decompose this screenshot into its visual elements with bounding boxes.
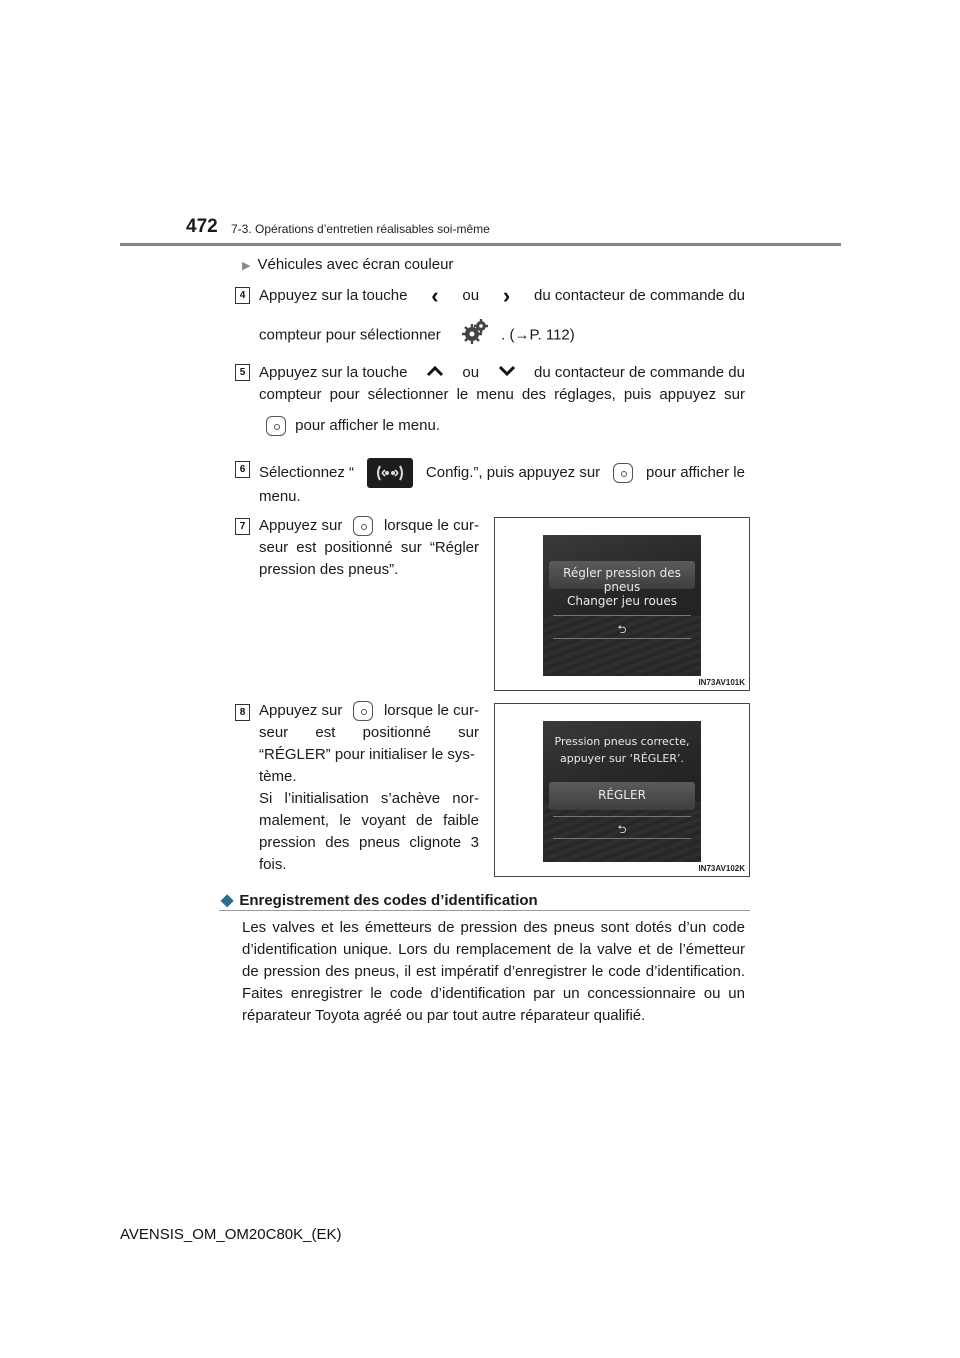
triangle-bullet-icon: ▶	[242, 260, 251, 272]
gear-settings-icon	[461, 318, 489, 353]
menu-item-set-pressure: Régler pression des pneus	[563, 566, 681, 594]
step-7-line-1	[259, 515, 479, 537]
step-6-line-2: menu.	[259, 488, 301, 505]
tire-pressure-icon	[367, 458, 413, 488]
ok-button-icon	[266, 416, 286, 436]
page-number: 472	[186, 216, 218, 237]
step-4-line-2	[259, 318, 575, 353]
step-7-line-2: seur est positionné sur “Régler	[259, 539, 479, 556]
step-4-line-1	[259, 285, 745, 307]
step-4-text: Appuyez sur la touche	[259, 287, 408, 304]
step-4-ref: . (→P. 112)	[501, 326, 575, 344]
display-screen-1	[543, 535, 701, 676]
step-8-line-1	[259, 700, 479, 722]
back-arrow-icon: ⮌	[617, 623, 627, 636]
step-8-line-8: fois.	[259, 856, 287, 873]
back-arrow-icon: ⮌	[617, 823, 627, 836]
id-section-heading	[221, 890, 538, 910]
menu-item-regler: RÉGLER	[598, 788, 646, 802]
chevron-down-icon	[498, 362, 516, 384]
step-8-text-b: lorsque le cur-	[383, 702, 479, 719]
step-4-or: ou	[462, 287, 480, 304]
step-5-line-2: compteur pour sélectionner le menu des réglages, puis appuyez sur	[259, 386, 745, 403]
step-5-or: ou	[462, 364, 480, 381]
step-6-line-1	[259, 458, 745, 488]
step-7-line-3: pression des pneus”.	[259, 561, 399, 578]
step-5-text: Appuyez sur la touche	[259, 364, 408, 381]
chevron-right-icon: ›	[502, 283, 511, 308]
menu-item-change-wheels: Changer jeu roues	[566, 594, 678, 608]
step-8-text-a: Appuyez sur	[259, 702, 343, 719]
step-6-text-b: Config.”, puis appuyez sur	[425, 464, 601, 481]
step-7-text-a: Appuyez sur	[259, 517, 343, 534]
step-4-text-c: compteur pour sélectionner	[259, 326, 441, 344]
id-para-line-3: de pression des pneus, il est impératif d’enregistrer le code d’identification.	[242, 963, 745, 980]
step-8-line-2: seur est positionné sur	[259, 724, 479, 741]
section-rule	[219, 910, 750, 911]
id-para-line-1: Les valves et les émetteurs de pression des pneus sont dotés d’un code	[242, 919, 745, 936]
step-8-line-7: pression des pneus clignote 3	[259, 834, 479, 851]
footer-code: AVENSIS_OM_OM20C80K_(EK)	[120, 1226, 342, 1243]
step-8-line-5: Si l’initialisation s’achève nor-	[259, 790, 479, 807]
id-para-line-4: Faites enregistrer le code d’identification par un concessionnaire ou un	[242, 985, 745, 1002]
step-4-text-b: du contacteur de commande du	[534, 287, 745, 304]
step-6-text-c: pour afficher le	[646, 464, 745, 481]
step-5-badge: 5	[235, 364, 250, 381]
chevron-left-icon: ‹	[431, 283, 439, 308]
step-5-line-3	[266, 415, 440, 437]
id-section-title: Enregistrement des codes d’identification	[239, 892, 538, 909]
subheading	[242, 256, 453, 273]
figure-1-code: IN73AV101K	[698, 678, 745, 687]
message-line-2: appuyer sur ‘RÉGLER’.	[559, 752, 685, 765]
display-screen-2	[543, 721, 701, 862]
step-5-line-1	[259, 362, 745, 384]
header-rule	[120, 243, 841, 246]
section-title: 7-3. Opérations d’entretien réalisables soi-même	[231, 222, 490, 236]
ok-button-icon	[613, 463, 633, 483]
step-8-line-3: “RÉGLER” pour initialiser le sys-	[259, 746, 475, 763]
step-8-line-4: tème.	[259, 768, 297, 785]
id-para-line-5: réparateur Toyota agréé ou par tout autre réparateur qualifié.	[242, 1007, 646, 1024]
diamond-bullet-icon: ◆	[221, 892, 234, 909]
step-7-text-b: lorsque le cur-	[383, 517, 479, 534]
id-para-line-2: d’identification unique. Lors du remplacement de la valve et de l’émetteur	[242, 941, 745, 958]
step-4-badge: 4	[235, 287, 250, 304]
subheading-text: Véhicules avec écran couleur	[257, 256, 454, 273]
step-8-line-6: malement, le voyant de faible	[259, 812, 479, 829]
step-6-badge: 6	[235, 461, 250, 478]
figure-1	[494, 517, 750, 691]
step-7-badge: 7	[235, 518, 250, 535]
step-6-text-a: Sélectionnez “	[259, 464, 355, 481]
chevron-up-icon	[426, 362, 444, 384]
step-8-badge: 8	[235, 704, 250, 721]
message-line-1: Pression pneus correcte,	[554, 735, 690, 748]
figure-2	[494, 703, 750, 877]
ok-button-icon	[353, 701, 373, 721]
step-5-text-c: pour afficher le menu.	[295, 417, 440, 434]
ok-button-icon	[353, 516, 373, 536]
figure-2-code: IN73AV102K	[698, 864, 745, 873]
step-5-text-b: du contacteur de commande du	[534, 364, 745, 381]
